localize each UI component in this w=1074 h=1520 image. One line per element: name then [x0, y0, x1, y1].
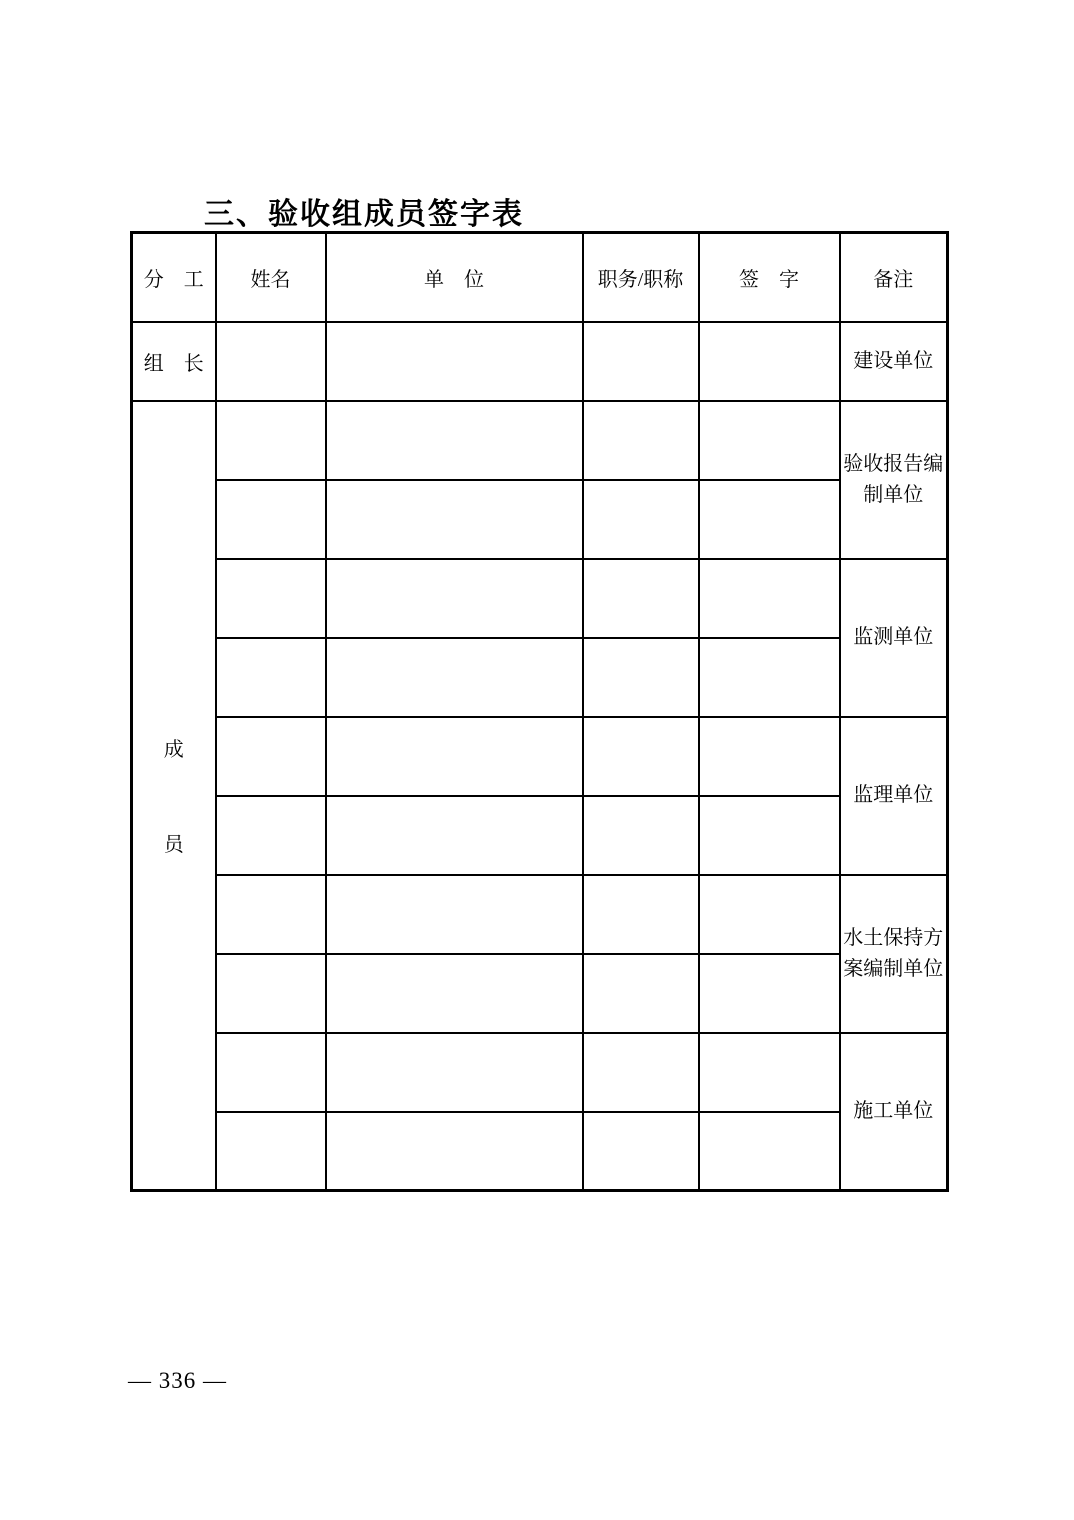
name-cell [216, 717, 326, 796]
member-role-cell [132, 401, 216, 1191]
name-cell [216, 1033, 326, 1112]
unit-cell [326, 875, 583, 954]
member-row [132, 480, 948, 559]
unit-cell [326, 638, 583, 717]
member-row [132, 875, 948, 954]
name-cell [216, 559, 326, 638]
unit-cell [326, 480, 583, 559]
member-role-label [133, 733, 215, 857]
member-row [132, 1033, 948, 1112]
name-cell [216, 1112, 326, 1191]
member-row [132, 1112, 948, 1191]
leader-role-cell: 组 长 [132, 322, 216, 401]
signature-cell [699, 480, 840, 559]
member-role-char-top: 成 [163, 739, 184, 762]
page-title: 三、验收组成员签字表 [204, 198, 524, 231]
signature-cell [699, 638, 840, 717]
member-row [132, 717, 948, 796]
signature-cell [699, 322, 840, 401]
unit-cell [326, 401, 583, 480]
signature-cell [699, 401, 840, 480]
name-cell [216, 875, 326, 954]
remark-cell-acceptance-report: 验收报告编制单位 [840, 401, 948, 559]
unit-cell [326, 559, 583, 638]
unit-cell [326, 322, 583, 401]
leader-row [132, 322, 948, 401]
signature-cell [699, 717, 840, 796]
member-row [132, 638, 948, 717]
name-cell [216, 638, 326, 717]
signature-cell [699, 559, 840, 638]
name-cell [216, 480, 326, 559]
position-cell [583, 480, 699, 559]
unit-cell [326, 954, 583, 1033]
unit-cell [326, 1112, 583, 1191]
position-cell [583, 401, 699, 480]
signature-cell [699, 796, 840, 875]
name-cell [216, 322, 326, 401]
page-number: — 336 — [128, 1368, 227, 1393]
remark-cell-soil-water-plan: 水土保持方案编制单位 [840, 875, 948, 1033]
name-cell [216, 954, 326, 1033]
position-cell [583, 717, 699, 796]
header-division: 分 工 [132, 233, 216, 322]
unit-cell [326, 717, 583, 796]
member-row [132, 401, 948, 480]
unit-cell [326, 796, 583, 875]
position-cell [583, 875, 699, 954]
signature-cell [699, 1112, 840, 1191]
remark-cell-supervision: 监理单位 [840, 717, 948, 875]
header-remark: 备注 [840, 233, 948, 322]
remark-cell-monitoring: 监测单位 [840, 559, 948, 717]
signature-cell [699, 1033, 840, 1112]
unit-cell [326, 1033, 583, 1112]
member-row [132, 954, 948, 1033]
header-position-title: 职务/职称 [583, 233, 699, 322]
header-unit: 单 位 [326, 233, 583, 322]
position-cell [583, 559, 699, 638]
signature-cell [699, 954, 840, 1033]
signature-cell [699, 875, 840, 954]
member-row [132, 796, 948, 875]
position-cell [583, 638, 699, 717]
signature-table [130, 231, 949, 1192]
name-cell [216, 796, 326, 875]
member-role-char-bottom: 员 [163, 834, 184, 857]
header-signature: 签 字 [699, 233, 840, 322]
position-cell [583, 1033, 699, 1112]
remark-cell-construction: 施工单位 [840, 1033, 948, 1191]
header-name: 姓名 [216, 233, 326, 322]
position-cell [583, 954, 699, 1033]
leader-remark-cell: 建设单位 [840, 322, 948, 401]
member-row [132, 559, 948, 638]
name-cell [216, 401, 326, 480]
position-cell [583, 796, 699, 875]
table-header-row [132, 233, 948, 322]
position-cell [583, 1112, 699, 1191]
position-cell [583, 322, 699, 401]
